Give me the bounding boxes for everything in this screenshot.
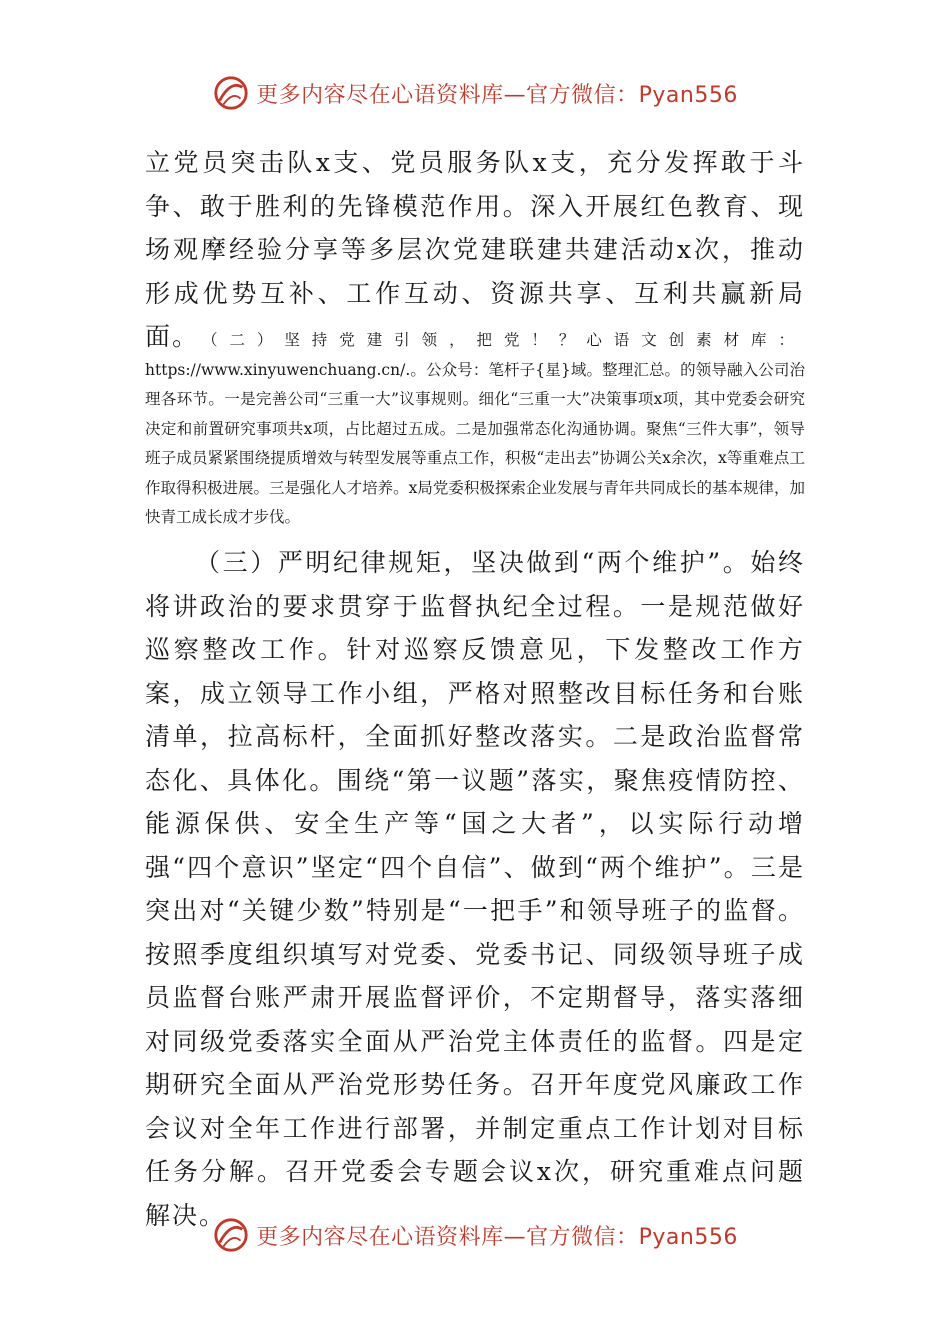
paragraph-1: 立党员突击队x支、党员服务队x支，充分发挥敢于斗争、敢于胜利的先锋模范作用。深入开展红色教育、现场观摩经验分享等多层次党建联建共建活动x次，推动形成优势互补、工作互动、资源共享、互利共赢新局面。 [145, 148, 805, 351]
header-banner [0, 71, 950, 115]
brand-logo-icon [212, 1216, 250, 1254]
paragraph-2 [145, 326, 805, 533]
footer-banner [0, 1213, 950, 1257]
footer-banner-text: 更多内容尽在心语资料库—官方微信：Pyan556 [256, 1224, 738, 1250]
brand-logo-icon [212, 74, 250, 112]
paragraph-3: （三）严明纪律规矩，坚决做到“两个维护”。始终将讲政治的要求贯穿于监督执纪全过程。一是规范做好巡察整改工作。针对巡察反馈意见，下发整改工作方案，成立领导工作小组，严格对照整改目标任务和台账清单，拉高标杆，全面抓好整改落实。二是政治监督常态化、具体化。围绕“第一议题”落实，聚焦疫情防控、能源保供、安全生产等“国之大者”，以实际行动增强“四个意识”坚定“四个自信”、做到“两个维护”。三是突出对“关键少数”特别是“一把手”和领导班子的监督。按照季度组织填写对党委、党委书记、同级领导班子成员监督台账严肃开展监督评价，不定期督导，落实落细对同级党委落实全面从严治党主体责任的监督。四是定期研究全面从严治党形势任务。召开年度党风廉政工作会议对全年工作进行部署，并制定重点工作计划对目标任务分解。召开党委会专题会议x次，研究重难点问题解决。 [145, 548, 805, 1230]
paragraph-2-rest: https://www.xinyuwenchuang.cn/.。公众号：笔杆子{星}域。整理汇总。的领导融入公司治理各环节。一是完善公司“三重一大”议事规则。细化“三重一大”决策事项x项，其中党委会研究决定和前置研究事项共x项，占比超过五成。二是加强常态化沟通协调。聚焦“三件大事”，领导班子成员紧紧围绕提质增效与转型发展等重点工作，积极“走出去”协调公关x余次，x等重难点工作取得积极进展。三是强化人才培养。x局党委积极探索企业发展与青年共同成长的基本规律，加快青工成长成才步伐。 [145, 360, 805, 526]
header-banner-text: 更多内容尽在心语资料库—官方微信：Pyan556 [256, 82, 738, 108]
paragraph-2-lead: （二）坚持党建引领，把党！？心语文创素材库： [202, 331, 805, 349]
